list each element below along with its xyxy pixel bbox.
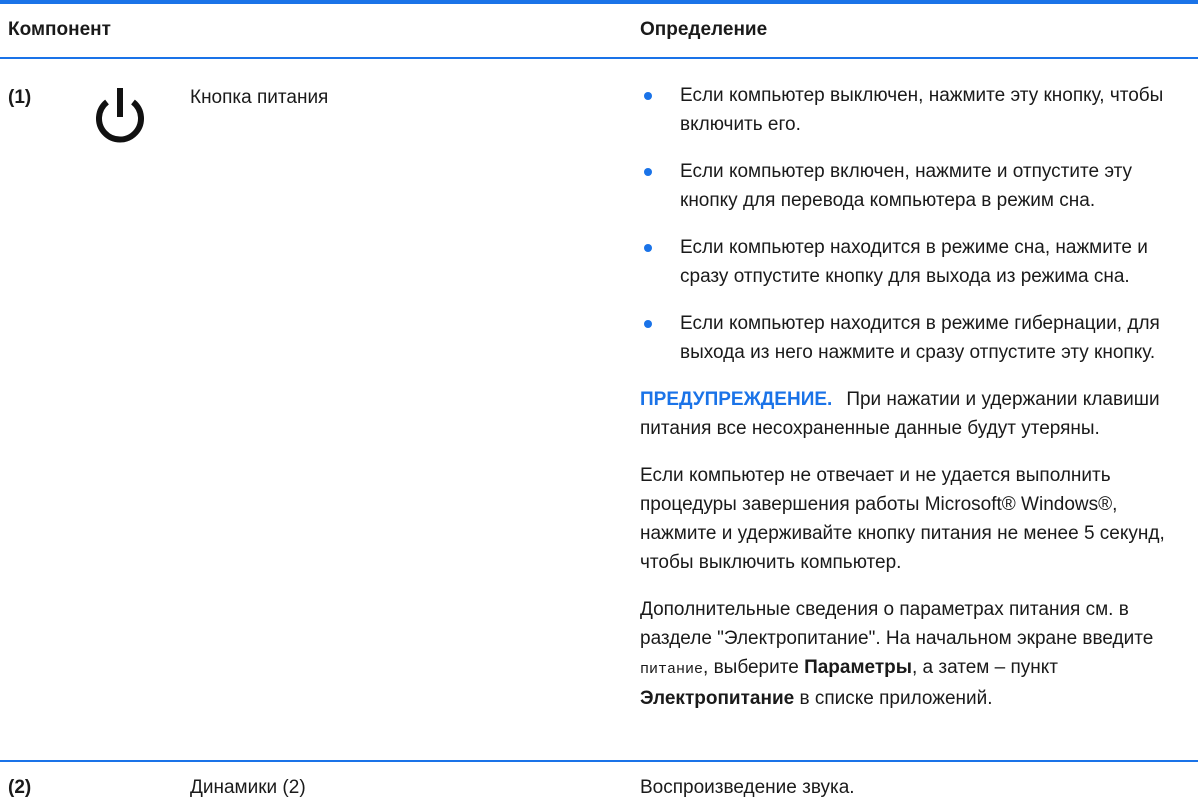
more-info-paragraph	[640, 595, 1180, 713]
power-options-term: Электропитание	[640, 688, 795, 709]
bullet-text: Если компьютер выключен, нажмите эту кнопку, чтобы включить его.	[680, 85, 1164, 135]
table-top-rule	[0, 0, 1198, 4]
column-header-component: Компонент	[8, 19, 111, 40]
text-segment: , выберите	[703, 657, 805, 678]
code-text: питание	[640, 661, 704, 678]
list-item	[640, 157, 1180, 215]
shutdown-paragraph: Если компьютер не отвечает и не удается выполнить процедуры завершения работы Microsoft® Windows®, нажмите и удерживайте кнопку питания не менее 5 секунд, чтобы выключить компьютер.	[640, 465, 1165, 573]
bullet-text: Если компьютер находится в режиме гибернации, для выхода из него нажмите и сразу отпустите эту кнопку.	[680, 313, 1160, 363]
definition-cell	[640, 81, 1180, 731]
bullet-icon	[644, 168, 652, 176]
row-divider	[0, 760, 1198, 762]
settings-term: Параметры	[804, 657, 912, 678]
column-header-definition: Определение	[640, 19, 768, 40]
bullet-icon	[644, 244, 652, 252]
power-icon	[90, 84, 150, 148]
list-item	[640, 309, 1180, 367]
warning-text: При нажатии и удержании клавиши питания все несохраненные данные будут утеряны.	[640, 389, 1160, 439]
text-segment: Дополнительные сведения о параметрах питания см. в разделе "Электропитание". На начальном экране введите	[640, 599, 1154, 649]
bullet-icon	[644, 92, 652, 100]
list-item	[640, 81, 1180, 139]
component-name: Кнопка питания	[190, 87, 329, 108]
definition-bullet-list	[640, 81, 1180, 367]
bullet-text: Если компьютер находится в режиме сна, нажмите и сразу отпустите кнопку для выхода из режима сна.	[680, 237, 1148, 287]
component-name: Динамики (2)	[190, 777, 306, 798]
list-item	[640, 233, 1180, 291]
text-segment: , а затем – пункт	[911, 657, 1059, 678]
warning-label: ПРЕДУПРЕЖДЕНИЕ.	[640, 389, 833, 410]
bullet-icon	[644, 320, 652, 328]
text-segment: в списке приложений.	[794, 688, 993, 709]
definition-text: Воспроизведение звука.	[640, 777, 855, 798]
bullet-text: Если компьютер включен, нажмите и отпустите эту кнопку для перевода компьютера в режим сна.	[680, 161, 1133, 211]
row-number: (2)	[8, 777, 32, 798]
warning-note	[640, 385, 1180, 443]
header-divider	[0, 57, 1198, 59]
row-number: (1)	[8, 87, 32, 108]
